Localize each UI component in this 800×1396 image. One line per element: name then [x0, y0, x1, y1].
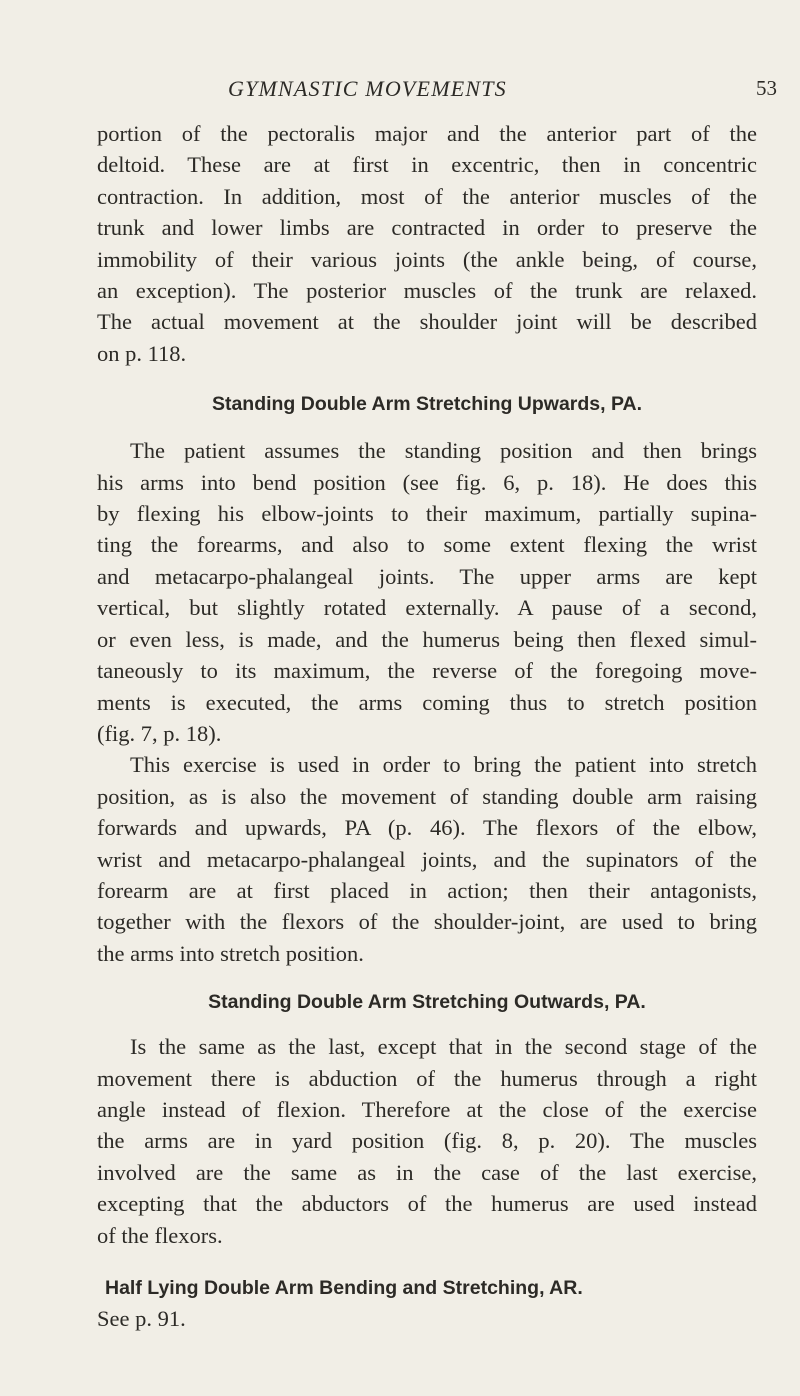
text-line: wrist and metacarpo-phalangeal joints, and the supinators of the — [97, 846, 757, 872]
text-line: involved are the same as in the case of the last exercise, — [97, 1159, 757, 1185]
text-line: of the flexors. — [97, 1222, 223, 1248]
text-line: the arms are in yard position (fig. 8, p. 20). The muscles — [97, 1128, 757, 1154]
text-line: The patient assumes the standing position and then brings — [130, 438, 757, 464]
section-heading-stretching-outwards: Standing Double Arm Stretching Outwards, PA. — [208, 991, 646, 1014]
text-line: trunk and lower limbs are contracted in order to preserve the — [97, 215, 757, 241]
text-line: and metacarpo-phalangeal joints. The upper arms are kept — [97, 563, 757, 589]
paragraph-continuation — [97, 118, 757, 369]
text-line: together with the flexors of the shoulder-joint, are used to bring — [97, 909, 757, 935]
text-line: (fig. 7, p. 18). — [97, 720, 222, 746]
text-line: immobility of their various joints (the ankle being, of course, — [97, 246, 757, 272]
text-line: This exercise is used in order to bring the patient into stretch — [130, 752, 757, 778]
text-line: by flexing his elbow-joints to their maximum, partially supina- — [97, 501, 757, 527]
text-line: forearm are at first placed in action; then their antagonists, — [97, 877, 757, 903]
body-text — [97, 118, 757, 1334]
text-line: See p. 91. — [97, 1306, 186, 1331]
text-line: position, as is also the movement of standing double arm raising — [97, 783, 757, 809]
paragraph-stretching-outwards — [97, 1031, 757, 1251]
paragraph-stretching-upwards-usage — [97, 749, 757, 969]
text-line: or even less, is made, and the humerus being then flexed simul- — [97, 626, 757, 652]
page-number: 53 — [756, 76, 777, 100]
text-line: taneously to its maximum, the reverse of the foregoing move- — [97, 658, 757, 684]
text-line: The actual movement at the shoulder joint will be described — [97, 309, 757, 335]
paragraph-stretching-upwards — [97, 435, 757, 749]
text-line: ments is executed, the arms coming thus to stretch position — [97, 689, 757, 715]
text-line: an exception). The posterior muscles of the trunk are relaxed. — [97, 278, 757, 304]
section-heading-half-lying: Half Lying Double Arm Bending and Stretching, AR. — [105, 1277, 583, 1299]
running-head — [0, 76, 800, 106]
text-line: contraction. In addition, most of the anterior muscles of the — [97, 183, 757, 209]
text-line: portion of the pectoralis major and the anterior part of the — [97, 121, 757, 146]
text-line: ting the forearms, and also to some extent flexing the wrist — [97, 532, 757, 558]
text-line: excepting that the abductors of the humerus are used instead — [97, 1191, 757, 1217]
text-line: deltoid. These are at first in excentric, then in concentric — [97, 152, 757, 178]
text-line: on p. 118. — [97, 340, 187, 366]
paragraph-half-lying — [97, 1303, 757, 1334]
section-heading-stretching-upwards: Standing Double Arm Stretching Upwards, PA. — [211, 393, 643, 416]
text-line: his arms into bend position (see fig. 6, p. 18). He does this — [97, 469, 757, 495]
text-line: movement there is abduction of the humerus through a right — [97, 1065, 757, 1091]
text-line: forwards and upwards, PA (p. 46). The flexors of the elbow, — [97, 815, 757, 841]
text-line: angle instead of flexion. Therefore at the close of the exercise — [97, 1096, 757, 1122]
running-title: GYMNASTIC MOVEMENTS — [228, 76, 507, 101]
text-line: vertical, but slightly rotated externally. A pause of a second, — [97, 595, 757, 621]
text-line: Is the same as the last, except that in the second stage of the — [130, 1034, 757, 1060]
text-line: the arms into stretch position. — [97, 940, 364, 966]
